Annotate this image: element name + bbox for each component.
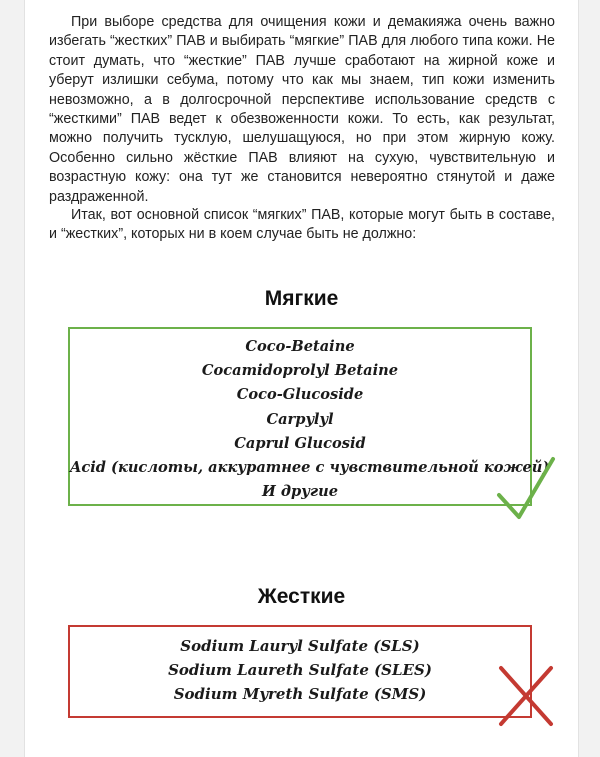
- list-item: Coco-Betaine: [245, 338, 355, 355]
- cross-icon: [495, 664, 557, 728]
- list-item: Coco-Glucoside: [236, 386, 364, 404]
- list-item: Acid (кислоты, аккуратнее с чувствительной кожей): [70, 459, 550, 477]
- soft-surfactants-list: [70, 335, 550, 504]
- intro-paragraph-1: При выборе средства для очищения кожи и демакияжа очень важно избегать “жестких” ПАВ и выбирать “мягкие” ПАВ для любого типа кожи. Не стоит думать, что “жесткие” ПАВ лучше сработают на жирной коже и уберут излишки себума, потому что как мы знаем, тип кожи изменить невозможно, а в долгосрочной перспективе использование средств с “жесткими” ПАВ ведет к обезвоженности кожи. То есть, как результат, можно получить тусклую, шелушащуюся, но при этом жирную кожу. Особенно сильно жёсткие ПАВ влияют на сухую, чувствительную и возрастную кожу: она тут же становится невероятно стянутой и даже раздраженной.: [49, 14, 555, 205]
- list-item: Caprul Glucosid: [234, 434, 366, 452]
- harsh-surfactants-heading: Жесткие: [257, 585, 346, 608]
- harsh-surfactants-list: [70, 634, 530, 707]
- list-item: Cocamidoprolyl Betaine: [201, 362, 399, 380]
- harsh-surfactants-box: [68, 625, 532, 718]
- soft-surfactants-heading: Мягкие: [264, 287, 339, 310]
- list-item: Sodium Myreth Sulfate (SMS): [173, 685, 427, 704]
- list-item: Sodium Laureth Sulfate (SLES): [168, 661, 432, 680]
- list-item: Sodium Lauryl Sulfate (SLS): [180, 637, 420, 655]
- soft-surfactants-box: [68, 327, 550, 506]
- list-item: Carpylyl: [266, 410, 334, 428]
- list-item: И другие: [261, 483, 339, 501]
- intro-paragraph-2: Итак, вот основной список “мягких” ПАВ, которые могут быть в составе, и “жестких”, которых ни в коем случае быть не должно:: [49, 207, 555, 243]
- checkmark-icon: [495, 455, 557, 525]
- document-page: [24, 0, 579, 757]
